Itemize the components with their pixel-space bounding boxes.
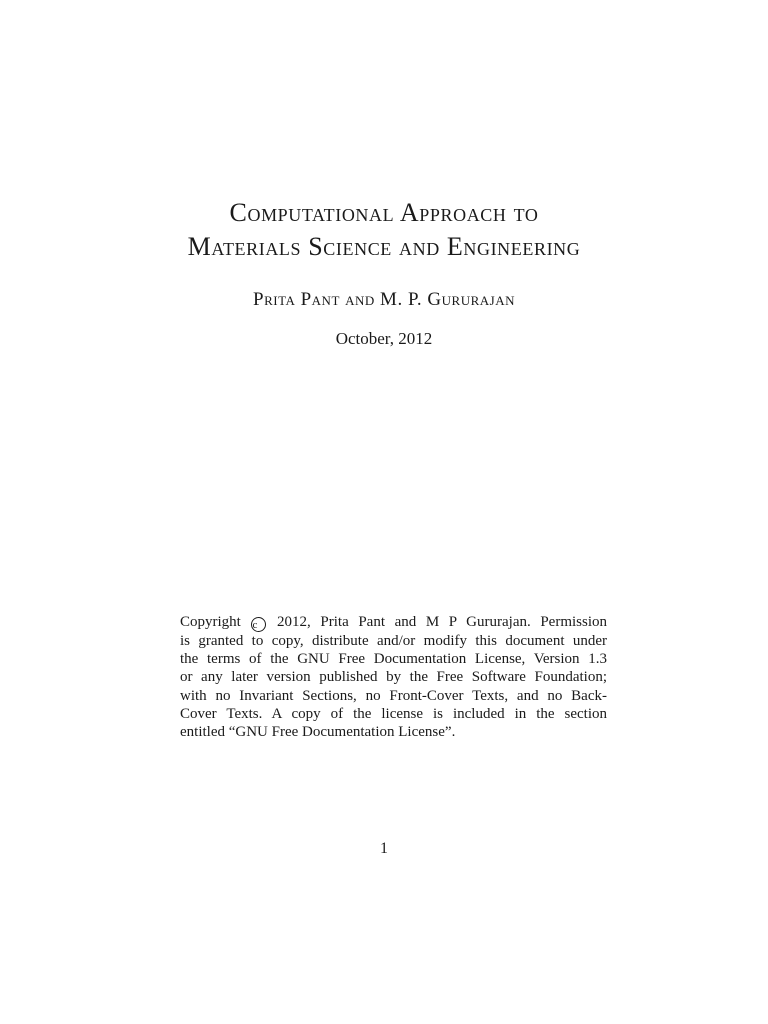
copyright-prefix: Copyright [180, 614, 241, 630]
page-number: 1 [380, 840, 388, 857]
publication-date: October, 2012 [335, 329, 433, 348]
copyright-line-5: with no Invariant Sections, no Front-Cover Texts, and no Back- [180, 687, 607, 704]
copyright-line-7: entitled “GNU Free Documentation License”. [180, 724, 456, 741]
copyright-line-6: Cover Texts. A copy of the license is included in the section [180, 705, 607, 722]
authors: Prita Pant and M. P. Gururajan [253, 289, 515, 310]
copyright-notice [180, 613, 607, 741]
copyright-line-3: the terms of the GNU Free Documentation License, Version 1.3 [180, 651, 607, 668]
copyright-line-1 [180, 613, 607, 632]
copyright-line-2: is granted to copy, distribute and/or modify this document under [180, 633, 607, 649]
title-line-2: Materials Science and Engineering [187, 232, 581, 261]
copyright-icon: c [251, 617, 266, 632]
title-line-1: Computational Approach to [229, 198, 539, 227]
copyright-line-4: or any later version published by the Free Software Foundation; [180, 669, 607, 686]
copyright-line-1-text: 2012, Prita Pant and M P Gururajan. Permission [267, 614, 608, 630]
document-title [0, 196, 768, 264]
